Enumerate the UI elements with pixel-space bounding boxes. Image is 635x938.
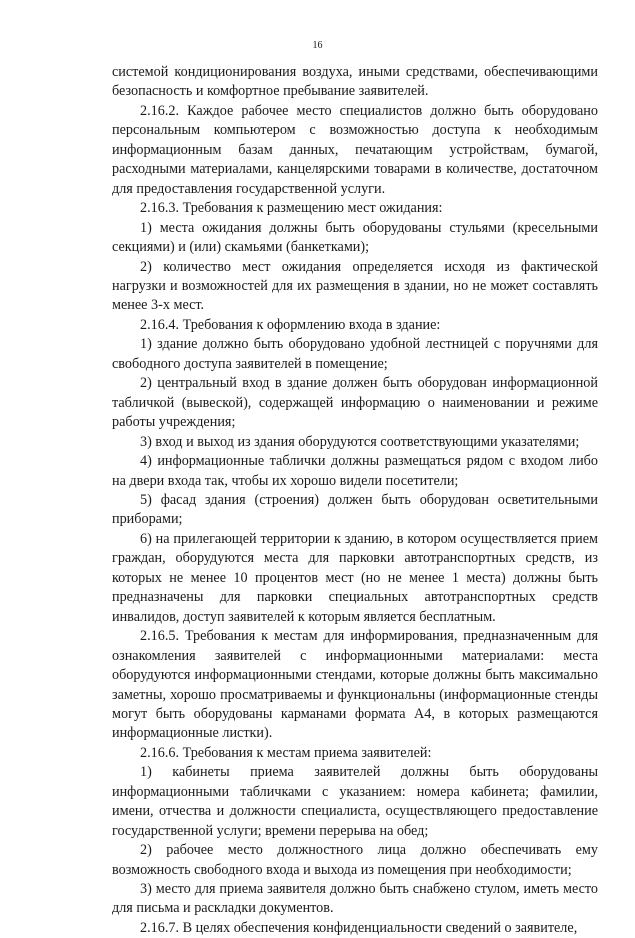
paragraph: 2.16.6. Требования к местам приема заявителей:	[140, 744, 432, 761]
paragraph: 1) кабинеты приема заявителей должны быть оборудованы информационными табличками с указанием: номера кабинета; фамилии, имени, отчества и должности специалиста, осуществляющего предоставление государственной услуги; времени перерыва на обед;	[112, 764, 598, 839]
paragraph: 2.16.4. Требования к оформлению входа в здание:	[140, 316, 441, 333]
page-number: 16	[312, 40, 323, 51]
paragraph: 3) место для приема заявителя должно быть снабжено стулом, иметь место для письма и раскладки документов.	[112, 881, 598, 917]
paragraph: 2) центральный вход в здание должен быть оборудован информационной табличкой (вывеской), содержащей информацию о наименовании и режиме работы учреждения;	[112, 375, 598, 431]
paragraph: 2.16.2. Каждое рабочее место специалистов должно быть оборудовано персональным компьютером с возможностью доступа к необходимым информационным базам данных, печатающим устройствам, бумагой, расходными материалами, канцелярскими товарами в количестве, достаточном для предоставления государственной услуги.	[112, 102, 598, 197]
paragraph: 2) рабочее место должностного лица должно обеспечивать ему возможность свободного входа и выхода из помещения при необходимости;	[112, 842, 598, 878]
body-text	[112, 63, 598, 938]
paragraph: 1) здание должно быть оборудовано удобной лестницей с поручнями для свободного доступа заявителей в помещение;	[112, 336, 598, 372]
paragraph: системой кондиционирования воздуха, иными средствами, обеспечивающими безопасность и комфортное пребывание заявителей.	[112, 64, 598, 100]
paragraph: 3) вход и выход из здания оборудуются соответствующими указателями;	[140, 433, 580, 450]
paragraph: 1) места ожидания должны быть оборудованы стульями (кресельными секциями) и (или) скамьями (банкетками);	[112, 219, 598, 256]
paragraph: 2.16.5. Требования к местам для информирования, предназначенным для ознакомления заявителей с информационными материалами: места оборудуются информационными стендами, которые должны быть максимально заметны, хорошо просматриваемы и функциональны (информационные стенды могут быть оборудованы карманами формата А4, в которых размещаются информационные листки).	[112, 628, 598, 742]
paragraph: 4) информационные таблички должны размещаться рядом с входом либо на двери входа так, чтобы их хорошо видели посетители;	[112, 453, 598, 489]
paragraph: 6) на прилегающей территории к зданию, в котором осуществляется прием граждан, оборудуются места для парковки автотранспортных средств, из которых не менее 10 процентов мест (но не менее 1 места) должны быть предназначены для парковки специальных автотранспортных средств инвалидов, доступ заявителей к которым является бесплатным.	[112, 530, 598, 625]
paragraph: 5) фасад здания (строения) должен быть оборудован осветительными приборами;	[112, 491, 598, 528]
paragraph: 2) количество мест ожидания определяется исходя из фактической нагрузки и возможностей для их размещения в здании, но не может составлять менее 3-х мест.	[112, 258, 598, 314]
paragraph: 2.16.7. В целях обеспечения конфиденциальности сведений о заявителе,	[140, 919, 578, 936]
paragraph: 2.16.3. Требования к размещению мест ожидания:	[140, 200, 443, 217]
